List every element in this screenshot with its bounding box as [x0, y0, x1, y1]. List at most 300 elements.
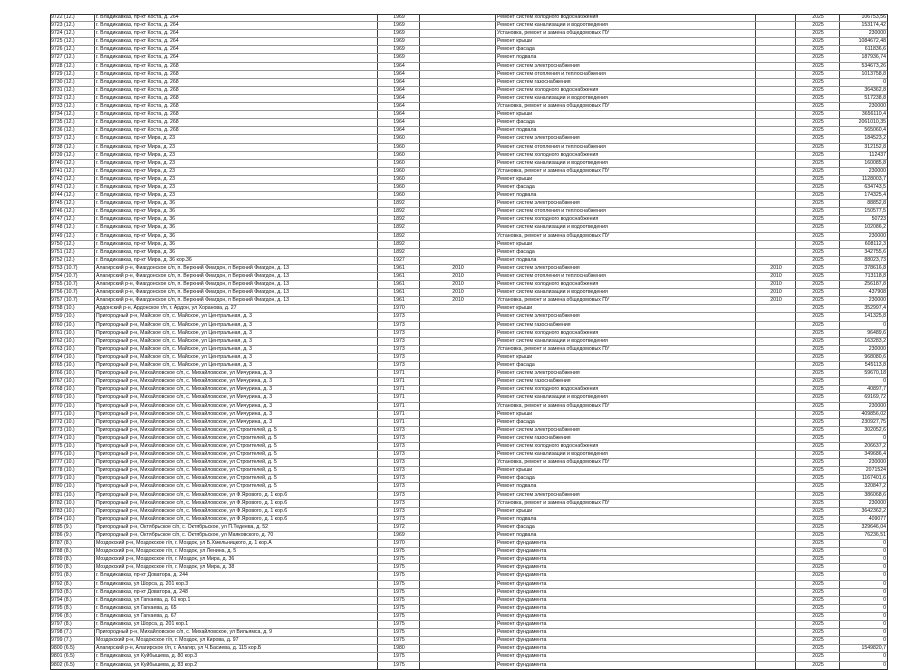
- table-row: [50, 637, 888, 645]
- previous-repair-year-cell: [420, 621, 496, 628]
- year-built-cell: 1975: [378, 556, 420, 563]
- address-cell: г. Владикавказ, пр-кт Мира, д. 36: [95, 249, 378, 256]
- previous-work-year-cell: [756, 419, 796, 426]
- year-built-cell: 1973: [378, 467, 420, 474]
- row-number-cell: 9797 (8.): [50, 621, 95, 628]
- row-number-cell: 9782 (10.): [50, 500, 95, 507]
- year-built-cell: 1973: [378, 330, 420, 337]
- row-number-cell: 9727 (12.): [50, 54, 95, 61]
- planned-year-cell: 2025: [796, 556, 840, 563]
- address-cell: г. Владикавказ, пр-кт Мира, д. 36 кор.36: [95, 257, 378, 264]
- planned-year-cell: 2025: [796, 419, 840, 426]
- year-built-cell: 1892: [378, 200, 420, 207]
- row-number-cell: 9795 (8.): [50, 605, 95, 612]
- cost-cell: 206637,2: [864, 442, 886, 449]
- planned-year-cell: 2025: [796, 71, 840, 78]
- address-cell: г. Владикавказ, пр-кт Мира, д. 36: [95, 233, 378, 240]
- cost-cell: 150577,5: [864, 208, 886, 215]
- year-built-cell: 1973: [378, 427, 420, 434]
- table-row: [50, 540, 888, 548]
- planned-year-cell: 2025: [796, 516, 840, 523]
- year-built-cell: 1975: [378, 653, 420, 660]
- work-type-cell: Ремонт систем электроснабжения: [496, 427, 756, 434]
- row-number-cell: 9748 (12.): [50, 224, 95, 231]
- table-row: [50, 38, 888, 46]
- cost-cell: 611836,6: [864, 46, 886, 53]
- previous-repair-year-cell: [420, 63, 496, 70]
- year-built-cell: 1975: [378, 637, 420, 644]
- address-cell: Пригородный р-н, Михайловское с/п, с. Михайловское, ул Строителей, д. 5: [95, 427, 378, 434]
- cost-cell: 0: [883, 637, 886, 644]
- year-built-cell: 1960: [378, 160, 420, 167]
- table-row: [50, 322, 888, 330]
- year-built-cell: 1961: [378, 297, 420, 304]
- table-row: [50, 160, 888, 168]
- row-number-cell: 9764 (10.): [50, 354, 95, 361]
- table-row: [50, 589, 888, 597]
- cost-cell: 102086,2: [864, 224, 886, 231]
- planned-year-cell: 2025: [796, 662, 840, 669]
- planned-year-cell: 2025: [796, 386, 840, 393]
- year-built-cell: 1969: [378, 46, 420, 53]
- cost-cell: 0: [883, 629, 886, 636]
- address-cell: г. Владикавказ, ул Гагкаева, д. 65: [95, 605, 378, 612]
- work-type-cell: Ремонт систем отопления и теплоснабжения: [496, 208, 756, 215]
- previous-work-year-cell: [756, 38, 796, 45]
- previous-repair-year-cell: [420, 427, 496, 434]
- previous-repair-year-cell: [420, 338, 496, 345]
- previous-work-year-cell: [756, 540, 796, 547]
- address-cell: Моздокский р-н, Моздокское г/п, г. Моздок, ул Б.Хмельницкого, д. 1 кор.А: [95, 540, 378, 547]
- previous-work-year-cell: [756, 313, 796, 320]
- planned-year-cell: 2025: [796, 111, 840, 118]
- row-number-cell: 9763 (10.): [50, 346, 95, 353]
- work-type-cell: Ремонт подвала: [496, 483, 756, 490]
- previous-work-year-cell: [756, 184, 796, 191]
- work-type-cell: Ремонт систем канализации и водоотведения: [496, 22, 756, 29]
- work-type-cell: Ремонт фундамента: [496, 645, 756, 652]
- planned-year-cell: 2025: [796, 483, 840, 490]
- table-row: [50, 394, 888, 402]
- previous-work-year-cell: [756, 629, 796, 636]
- cost-cell: 1013758,8: [861, 70, 886, 77]
- previous-repair-year-cell: 2010: [420, 265, 496, 272]
- planned-year-cell: 2025: [796, 370, 840, 377]
- row-number-cell: 9734 (12.): [50, 111, 95, 118]
- work-type-cell: Ремонт фундамента: [496, 653, 756, 660]
- previous-work-year-cell: [756, 152, 796, 159]
- year-built-cell: 1971: [378, 370, 420, 377]
- cost-cell: 0: [883, 321, 886, 328]
- previous-work-year-cell: [756, 71, 796, 78]
- planned-year-cell: 2025: [796, 79, 840, 86]
- cost-cell: 50723: [871, 216, 886, 223]
- work-type-cell: Ремонт подвала: [496, 516, 756, 523]
- year-built-cell: 1975: [378, 621, 420, 628]
- address-cell: Пригородный р-н, Михайловское с/п, с. Михайловское, ул Строителей, д. 5: [95, 451, 378, 458]
- work-type-cell: Ремонт систем электроснабжения: [496, 313, 756, 320]
- planned-year-cell: 2025: [796, 273, 840, 280]
- previous-repair-year-cell: [420, 394, 496, 401]
- previous-work-year-cell: [756, 208, 796, 215]
- year-built-cell: 1960: [378, 168, 420, 175]
- address-cell: г. Владикавказ, ул Шорса, д. 201 кор.1: [95, 621, 378, 628]
- previous-work-year-cell: [756, 200, 796, 207]
- address-cell: Моздокский р-н, Моздокское г/п, г. Моздок, ул Мира, д. 36: [95, 556, 378, 563]
- year-built-cell: 1971: [378, 394, 420, 401]
- work-type-cell: Ремонт подвала: [496, 54, 756, 61]
- work-type-cell: Ремонт фундамента: [496, 597, 756, 604]
- previous-work-year-cell: [756, 475, 796, 482]
- table-row: [50, 645, 888, 653]
- address-cell: Пригородный р-н, Михайловское с/п, с. Михайловское, ул Мичурина, д. 3: [95, 403, 378, 410]
- table-row: [50, 403, 888, 411]
- year-built-cell: 1892: [378, 241, 420, 248]
- year-built-cell: 1960: [378, 184, 420, 191]
- cost-cell: 141325,8: [864, 313, 886, 320]
- address-cell: г. Владикавказ, пр-кт Доватора, д. 244: [95, 572, 378, 579]
- planned-year-cell: 2025: [796, 346, 840, 353]
- year-built-cell: 1892: [378, 224, 420, 231]
- cost-cell: 0: [883, 604, 886, 611]
- work-type-cell: Ремонт систем холодного водоснабжения: [496, 216, 756, 223]
- planned-year-cell: 2025: [796, 224, 840, 231]
- previous-work-year-cell: [756, 597, 796, 604]
- previous-work-year-cell: [756, 451, 796, 458]
- previous-repair-year-cell: [420, 346, 496, 353]
- year-built-cell: 1973: [378, 354, 420, 361]
- planned-year-cell: 2025: [796, 38, 840, 45]
- planned-year-cell: 2025: [796, 216, 840, 223]
- planned-year-cell: 2025: [796, 394, 840, 401]
- previous-repair-year-cell: [420, 354, 496, 361]
- previous-repair-year-cell: [420, 111, 496, 118]
- table-row: [50, 200, 888, 208]
- row-number-cell: 9725 (12.): [50, 38, 95, 45]
- table-row: [50, 265, 888, 273]
- work-type-cell: Ремонт фундамента: [496, 662, 756, 669]
- cost-cell: 40897,7: [867, 386, 886, 393]
- planned-year-cell: 2025: [796, 281, 840, 288]
- table-row: [50, 532, 888, 540]
- planned-year-cell: 2025: [796, 135, 840, 142]
- previous-repair-year-cell: [420, 411, 496, 418]
- cost-cell: 968080,6: [864, 353, 886, 360]
- previous-work-year-cell: [756, 645, 796, 652]
- table-row: [50, 111, 888, 119]
- address-cell: г. Владикавказ, пр-кт Мира, д. 23: [95, 192, 378, 199]
- year-built-cell: 1973: [378, 338, 420, 345]
- address-cell: г. Владикавказ, пр-кт Коста, д. 264: [95, 22, 378, 29]
- row-number-cell: 9762 (10.): [50, 338, 95, 345]
- work-type-cell: Ремонт крыши: [496, 305, 756, 312]
- planned-year-cell: 2025: [796, 564, 840, 571]
- planned-year-cell: 2025: [796, 54, 840, 61]
- address-cell: г. Владикавказ, пр-кт Коста, д. 268: [95, 119, 378, 126]
- address-cell: г. Владикавказ, пр-кт Коста, д. 268: [95, 63, 378, 70]
- row-number-cell: 9790 (8.): [50, 564, 95, 571]
- previous-work-year-cell: [756, 192, 796, 199]
- work-type-cell: Ремонт фундамента: [496, 572, 756, 579]
- previous-repair-year-cell: [420, 572, 496, 579]
- planned-year-cell: 2025: [796, 435, 840, 442]
- previous-work-year-cell: [756, 581, 796, 588]
- previous-work-year-cell: [756, 564, 796, 571]
- work-type-cell: Ремонт фасада: [496, 184, 756, 191]
- table-row: [50, 613, 888, 621]
- planned-year-cell: 2025: [796, 208, 840, 215]
- address-cell: Пригородный р-н, Михайловское с/п, с. Михайловское, ул Строителей, д. 5: [95, 467, 378, 474]
- work-type-cell: Ремонт крыши: [496, 508, 756, 515]
- address-cell: г. Владикавказ, пр-кт Коста, д. 268: [95, 71, 378, 78]
- cost-cell: 88852,8: [867, 200, 886, 207]
- work-type-cell: Ремонт систем холодного водоснабжения: [496, 330, 756, 337]
- previous-work-year-cell: [756, 322, 796, 329]
- previous-work-year-cell: [756, 79, 796, 86]
- cost-cell: 302052,6: [864, 426, 886, 433]
- year-built-cell: 1969: [378, 54, 420, 61]
- year-built-cell: 1969: [378, 22, 420, 29]
- previous-repair-year-cell: [420, 467, 496, 474]
- work-type-cell: Ремонт систем канализации и водоотведения: [496, 95, 756, 102]
- row-number-cell: 9768 (10.): [50, 386, 95, 393]
- year-built-cell: 1960: [378, 176, 420, 183]
- planned-year-cell: 2025: [796, 548, 840, 555]
- previous-repair-year-cell: [420, 653, 496, 660]
- row-number-cell: 9743 (12.): [50, 184, 95, 191]
- previous-repair-year-cell: [420, 233, 496, 240]
- table-row: [50, 79, 888, 87]
- cost-cell: 0: [883, 540, 886, 547]
- previous-repair-year-cell: [420, 564, 496, 571]
- year-built-cell: 1973: [378, 516, 420, 523]
- work-type-cell: Ремонт систем канализации и водоотведения: [496, 338, 756, 345]
- previous-repair-year-cell: [420, 224, 496, 231]
- work-type-cell: Ремонт крыши: [496, 241, 756, 248]
- address-cell: Пригородный р-н, Михайловское с/п, с. Михайловское, ул Вильямса, д. 9: [95, 629, 378, 636]
- table-row: [50, 241, 888, 249]
- row-number-cell: 9755 (10.7): [50, 281, 95, 288]
- table-row: [50, 629, 888, 637]
- year-built-cell: 1961: [378, 265, 420, 272]
- table-row: [50, 14, 888, 22]
- work-type-cell: Ремонт систем газоснабжения: [496, 79, 756, 86]
- row-number-cell: 9767 (10.): [50, 378, 95, 385]
- row-number-cell: 9722 (12.): [50, 14, 95, 21]
- cost-cell: 256187,8: [864, 281, 886, 288]
- cost-cell: 153174,42: [861, 22, 886, 29]
- cost-cell: 378616,8: [864, 264, 886, 271]
- address-cell: Пригородный р-н, Майское с/п, с. Майское, ул Центральная, д. 3: [95, 330, 378, 337]
- cost-cell: 230000: [868, 232, 886, 239]
- previous-repair-year-cell: [420, 589, 496, 596]
- planned-year-cell: 2025: [796, 241, 840, 248]
- cost-cell: 230000: [868, 499, 886, 506]
- cost-cell: 1549820,7: [861, 645, 886, 652]
- planned-year-cell: 2025: [796, 200, 840, 207]
- table-row: [50, 233, 888, 241]
- previous-work-year-cell: [756, 257, 796, 264]
- cost-cell: 0: [883, 661, 886, 668]
- table-row: [50, 338, 888, 346]
- work-type-cell: Установка, ремонт и замена общедомовых ПУ: [496, 233, 756, 240]
- row-number-cell: 9783 (10.): [50, 508, 95, 515]
- row-number-cell: 9786 (9.): [50, 532, 95, 539]
- address-cell: г. Владикавказ, пр-кт Мира, д. 36: [95, 208, 378, 215]
- planned-year-cell: 2025: [796, 354, 840, 361]
- work-type-cell: Ремонт систем холодного водоснабжения: [496, 386, 756, 393]
- work-type-cell: Ремонт систем холодного водоснабжения: [496, 152, 756, 159]
- row-number-cell: 9735 (12.): [50, 119, 95, 126]
- cost-cell: 88023,73: [864, 256, 886, 263]
- work-type-cell: Ремонт фасада: [496, 249, 756, 256]
- year-built-cell: 1960: [378, 144, 420, 151]
- address-cell: Пригородный р-н, Михайловское с/п, с. Михайловское, ул Ф.Ярового, д. 1 кор.6: [95, 508, 378, 515]
- year-built-cell: 1964: [378, 63, 420, 70]
- year-built-cell: 1973: [378, 500, 420, 507]
- address-cell: Алагирский р-н, Фиагдонское с/п, п. Верхний Фиагдон, п Верхний Фиагдон, д. 13: [95, 281, 378, 288]
- address-cell: г. Владикавказ, ул Куйбышева, д. 80 кор.3: [95, 653, 378, 660]
- previous-work-year-cell: [756, 524, 796, 531]
- work-type-cell: Ремонт фасада: [496, 362, 756, 369]
- year-built-cell: 1964: [378, 119, 420, 126]
- address-cell: Пригородный р-н, Михайловское с/п, с. Михайловское, ул Мичурина, д. 3: [95, 411, 378, 418]
- work-type-cell: Ремонт фасада: [496, 46, 756, 53]
- address-cell: Пригородный р-н, Майское с/п, с. Майское, ул Центральная, д. 3: [95, 354, 378, 361]
- row-number-cell: 9794 (8.): [50, 597, 95, 604]
- cost-cell: 0: [883, 596, 886, 603]
- table-row: [50, 224, 888, 232]
- table-row: [50, 451, 888, 459]
- previous-repair-year-cell: [420, 200, 496, 207]
- planned-year-cell: 2025: [796, 95, 840, 102]
- row-number-cell: 9726 (12.): [50, 46, 95, 53]
- year-built-cell: 1964: [378, 79, 420, 86]
- year-built-cell: 1975: [378, 613, 420, 620]
- work-type-cell: Ремонт фасада: [496, 119, 756, 126]
- planned-year-cell: 2025: [796, 443, 840, 450]
- row-number-cell: 9787 (8.): [50, 540, 95, 547]
- cost-cell: 312152,8: [864, 143, 886, 150]
- year-built-cell: 1960: [378, 135, 420, 142]
- row-number-cell: 9761 (10.): [50, 330, 95, 337]
- address-cell: г. Владикавказ, пр-кт Коста, д. 264: [95, 46, 378, 53]
- address-cell: Моздокский р-н, Моздокское г/п, г. Моздок, ул Мира, д. 38: [95, 564, 378, 571]
- planned-year-cell: 2025: [796, 184, 840, 191]
- work-type-cell: Ремонт систем электроснабжения: [496, 135, 756, 142]
- year-built-cell: 1975: [378, 605, 420, 612]
- cost-cell: 230000: [868, 345, 886, 352]
- table-row: [50, 443, 888, 451]
- table-row: [50, 411, 888, 419]
- row-number-cell: 9770 (10.): [50, 403, 95, 410]
- work-type-cell: Ремонт систем электроснабжения: [496, 63, 756, 70]
- row-number-cell: 9731 (12.): [50, 87, 95, 94]
- previous-repair-year-cell: [420, 313, 496, 320]
- address-cell: Алагирский р-н, Алагирское г/п, г. Алагир, ул Ч.Басиева, д. 115 кор.Б: [95, 645, 378, 652]
- previous-work-year-cell: [756, 443, 796, 450]
- previous-work-year-cell: [756, 46, 796, 53]
- cost-cell: 3656110,4: [861, 111, 886, 118]
- planned-year-cell: 2025: [796, 192, 840, 199]
- address-cell: г. Владикавказ, пр-кт Мира, д. 23: [95, 160, 378, 167]
- address-cell: г. Владикавказ, пр-кт Мира, д. 36: [95, 200, 378, 207]
- previous-repair-year-cell: [420, 119, 496, 126]
- address-cell: г. Владикавказ, пр-кт Мира, д. 36: [95, 241, 378, 248]
- planned-year-cell: 2025: [796, 322, 840, 329]
- row-number-cell: 9799 (7.): [50, 637, 95, 644]
- repair-program-table: [50, 14, 888, 670]
- planned-year-cell: 2025: [796, 500, 840, 507]
- table-row: [50, 435, 888, 443]
- cost-cell: 230000: [868, 103, 886, 110]
- planned-year-cell: 2025: [796, 403, 840, 410]
- year-built-cell: 1975: [378, 572, 420, 579]
- planned-year-cell: 2025: [796, 305, 840, 312]
- cost-cell: 59670,18: [864, 370, 886, 377]
- year-built-cell: 1973: [378, 492, 420, 499]
- row-number-cell: 9754 (10.7): [50, 273, 95, 280]
- work-type-cell: Ремонт фасада: [496, 419, 756, 426]
- address-cell: Пригородный р-н, Майское с/п, с. Майское, ул Центральная, д. 3: [95, 322, 378, 329]
- previous-repair-year-cell: [420, 451, 496, 458]
- table-row: [50, 354, 888, 362]
- work-type-cell: Ремонт фундамента: [496, 621, 756, 628]
- previous-work-year-cell: [756, 613, 796, 620]
- address-cell: г. Владикавказ, пр-кт Мира, д. 23: [95, 135, 378, 142]
- work-type-cell: Ремонт крыши: [496, 38, 756, 45]
- row-number-cell: 9775 (10.): [50, 443, 95, 450]
- previous-work-year-cell: 2010: [756, 289, 796, 296]
- cost-cell: 437908: [868, 289, 886, 296]
- row-number-cell: 9781 (10.): [50, 492, 95, 499]
- planned-year-cell: 2025: [796, 532, 840, 539]
- previous-work-year-cell: [756, 87, 796, 94]
- address-cell: г. Владикавказ, ул Гагкаева, д. 61 кор.1: [95, 597, 378, 604]
- year-built-cell: 1969: [378, 30, 420, 37]
- row-number-cell: 9733 (12.): [50, 103, 95, 110]
- previous-work-year-cell: [756, 63, 796, 70]
- previous-work-year-cell: [756, 662, 796, 669]
- year-built-cell: 1971: [378, 386, 420, 393]
- table-row: [50, 95, 888, 103]
- previous-work-year-cell: 2010: [756, 265, 796, 272]
- previous-work-year-cell: [756, 249, 796, 256]
- work-type-cell: Ремонт подвала: [496, 257, 756, 264]
- table-row: [50, 556, 888, 564]
- planned-year-cell: 2025: [796, 330, 840, 337]
- table-row: [50, 208, 888, 216]
- previous-repair-year-cell: [420, 500, 496, 507]
- previous-repair-year-cell: [420, 475, 496, 482]
- address-cell: Алагирский р-н, Фиагдонское с/п, п. Верхний Фиагдон, п Верхний Фиагдон, д. 13: [95, 265, 378, 272]
- address-cell: г. Владикавказ, пр-кт Коста, д. 268: [95, 95, 378, 102]
- row-number-cell: 9776 (10.): [50, 451, 95, 458]
- address-cell: Алагирский р-н, Фиагдонское с/п, п. Верхний Фиагдон, п Верхний Фиагдон, д. 13: [95, 273, 378, 280]
- planned-year-cell: 2025: [796, 459, 840, 466]
- planned-year-cell: 2025: [796, 152, 840, 159]
- table-row: [50, 548, 888, 556]
- year-built-cell: 1892: [378, 216, 420, 223]
- row-number-cell: 9765 (10.): [50, 362, 95, 369]
- previous-work-year-cell: [756, 653, 796, 660]
- row-number-cell: 9740 (12.): [50, 160, 95, 167]
- year-built-cell: 1971: [378, 411, 420, 418]
- row-number-cell: 9737 (12.): [50, 135, 95, 142]
- year-built-cell: 1971: [378, 403, 420, 410]
- row-number-cell: 9788 (8.): [50, 548, 95, 555]
- work-type-cell: Ремонт систем холодного водоснабжения: [496, 281, 756, 288]
